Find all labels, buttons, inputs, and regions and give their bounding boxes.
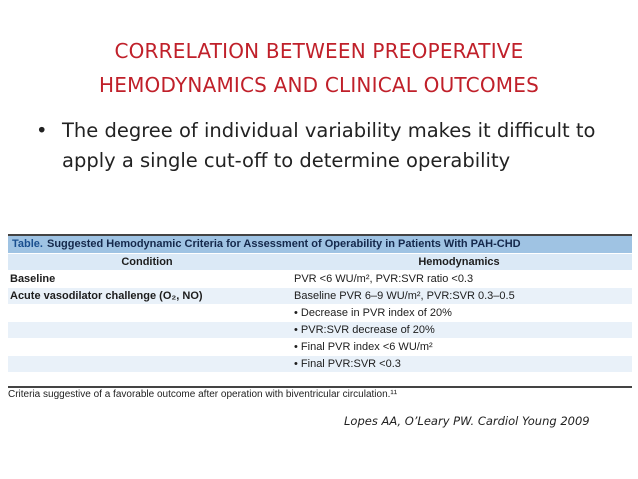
table-row — [8, 304, 632, 321]
table-caption — [8, 236, 632, 253]
citation: Lopes AA, O’Leary PW. Cardiol Young 2009 — [344, 414, 590, 428]
table-header-row — [8, 253, 632, 270]
cell-condition: Baseline — [10, 273, 56, 285]
table-row — [8, 355, 632, 372]
slide-title-line-1: CORRELATION BETWEEN PREOPERATIVE — [114, 39, 524, 63]
cell-hemodynamics: • Final PVR:SVR <0.3 — [294, 358, 401, 370]
cell-condition: Acute vasodilator challenge (O₂, NO) — [10, 290, 203, 302]
table-row — [8, 321, 632, 338]
cell-hemodynamics: PVR <6 WU/m², PVR:SVR ratio <0.3 — [294, 273, 474, 285]
bullet-point — [36, 116, 596, 176]
criteria-table — [8, 234, 632, 388]
table-footnote: Criteria suggestive of a favorable outcome after operation with biventricular circulation.¹¹ — [8, 389, 398, 400]
cell-hemodynamics: Baseline PVR 6–9 WU/m², PVR:SVR 0.3–0.5 — [294, 290, 515, 302]
cell-hemodynamics: • Decrease in PVR index of 20% — [294, 307, 452, 319]
table-row — [8, 338, 632, 355]
cell-condition — [8, 339, 286, 355]
cell-hemodynamics: • Final PVR index <6 WU/m² — [294, 341, 433, 353]
cell-hemodynamics: • PVR:SVR decrease of 20% — [294, 324, 435, 336]
cell-condition — [8, 356, 286, 372]
bullet-text: The degree of individual variability makes it difficult to apply a single cut-off to determine operability — [62, 119, 596, 172]
slide-title-line-2: HEMODYNAMICS AND CLINICAL OUTCOMES — [99, 73, 539, 97]
column-header-hemodynamics: Hemodynamics — [418, 256, 500, 268]
table-row — [8, 287, 632, 304]
column-header-condition: Condition — [121, 256, 173, 268]
table-caption-label: Table. — [12, 238, 43, 250]
slide-title — [0, 34, 638, 102]
table-caption-text: Suggested Hemodynamic Criteria for Assessment of Operability in Patients With PAH-CHD — [46, 238, 521, 250]
cell-condition — [8, 305, 286, 321]
cell-condition — [8, 322, 286, 338]
bullet-icon: • — [36, 119, 48, 142]
table-row — [8, 270, 632, 287]
